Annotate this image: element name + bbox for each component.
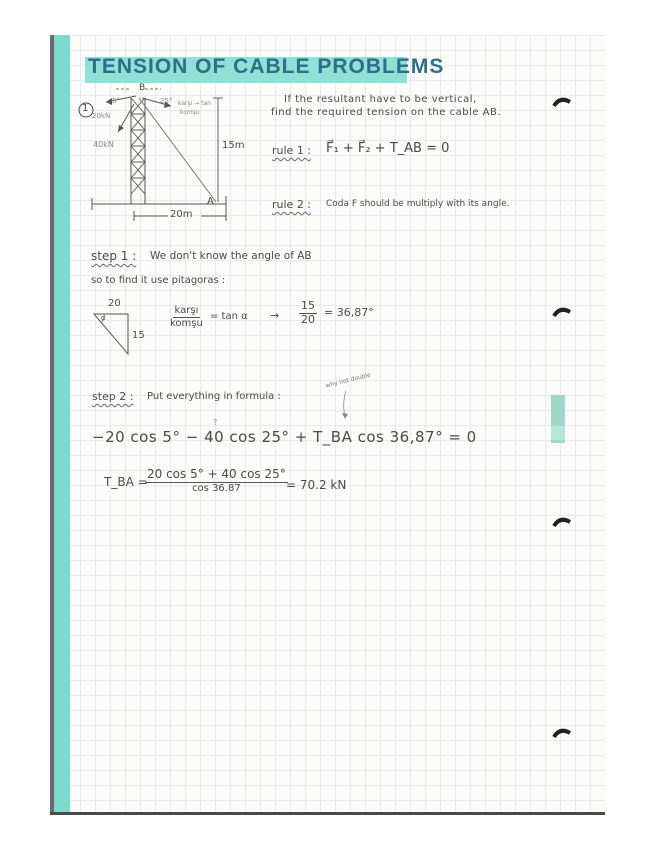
step-2-text: Put everything in formula : (147, 391, 281, 402)
notebook-spine (50, 35, 54, 813)
question-mark: ? (213, 418, 218, 427)
angle-fraction (299, 300, 317, 326)
ratio-numerator: karşı (174, 305, 199, 316)
label-b: B (139, 83, 146, 93)
problem-number: 1 (82, 103, 89, 114)
rule-2-label: rule 2 : (272, 198, 312, 211)
triangle-angle-label: α (101, 314, 106, 322)
ratio-denominator: komşu (170, 317, 203, 329)
page-bottom-edge (50, 812, 605, 815)
side-note: why not double (324, 371, 372, 390)
binder-hole-icon (552, 727, 572, 739)
rule-1-equation: F⃗₁ + F⃗₂ + T_AB = 0 (326, 141, 450, 156)
step-1-text: We don't know the angle of AB (150, 250, 312, 262)
result-value: = 70.2 kN (286, 478, 347, 492)
force-1-label: 20kN (92, 112, 111, 120)
result-lhs: T_BA = (104, 475, 148, 489)
result-numerator: 20 cos 5° + 40 cos 25° (147, 467, 286, 481)
triangle-side-label: 15 (132, 330, 145, 341)
legend-line-1: karşı → tan (178, 100, 211, 107)
force-2-label: 40kN (93, 140, 114, 149)
tan-text: = tan α (210, 311, 248, 322)
note-arrow-icon (334, 389, 354, 421)
result-denominator: cos 36.87 (192, 482, 241, 494)
angle-2-label: 25° (160, 97, 173, 105)
page-tab-marker (551, 426, 565, 440)
rule-1-label: rule 1 : (272, 144, 312, 157)
label-a: A (207, 196, 214, 207)
height-label: 15m (222, 140, 245, 151)
tower-figure (76, 84, 256, 232)
step-2-label: step 2 : (92, 390, 134, 403)
binder-hole-icon (552, 306, 572, 318)
binder-hole-icon (552, 516, 572, 528)
angle-result: = 36,87° (324, 306, 374, 319)
result-fraction (145, 468, 288, 494)
statement-line-1: If the resultant have to be vertical, (284, 94, 477, 105)
page-title: TENSION OF CABLE PROBLEMS (88, 55, 445, 78)
binder-hole-icon (552, 96, 572, 108)
arrow-icon: → (270, 309, 280, 322)
triangle-top-label: 20 (108, 298, 121, 309)
step-1-text-2: so to find it use pitagoras : (91, 275, 226, 286)
statement-line-2: find the required tension on the cable AB. (271, 107, 502, 118)
rule-2-text: Coda F should be multiply with its angle. (326, 199, 510, 209)
fraction-numerator: 15 (301, 299, 315, 312)
ratio-fraction (170, 305, 203, 329)
width-label: 20m (170, 209, 193, 220)
step-1-label: step 1 : (91, 249, 137, 263)
step-2-equation: −20 cos 5° − 40 cos 25° + T_BA cos 36,87° = 0 (92, 428, 477, 446)
page-margin-strip (54, 35, 70, 813)
legend-line-2: komşu (180, 109, 200, 116)
angle-1-label: 5° (112, 97, 120, 105)
fraction-denominator: 20 (301, 312, 315, 326)
